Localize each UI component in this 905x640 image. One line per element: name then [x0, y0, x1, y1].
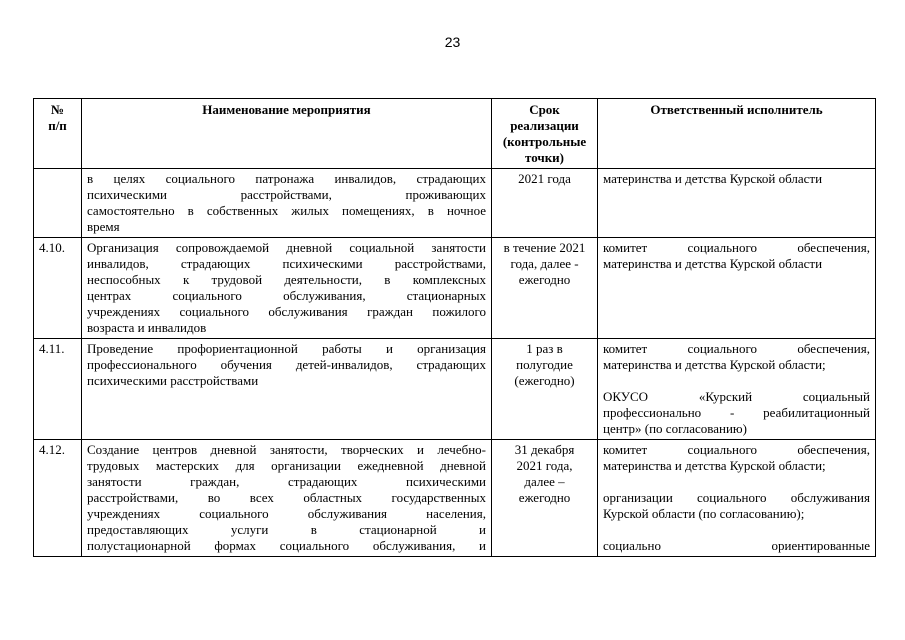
header-responsible: Ответственный исполнитель: [598, 99, 876, 169]
row-responsible: комитет социального обеспечения, материнства и детства Курской области: [598, 238, 876, 339]
row-num: 4.12.: [34, 440, 82, 557]
table-row: [34, 169, 876, 238]
row-num: 4.11.: [34, 339, 82, 440]
row-term: 1 раз в полугодие (ежегодно): [492, 339, 598, 440]
header-num: № п/п: [34, 99, 82, 169]
row-term: 31 декабря 2021 года, далее – ежегодно: [492, 440, 598, 557]
row-responsible: комитет социального обеспечения, материнства и детства Курской области; организации социального обслуживания Курской области (по согласованию); социально ориентированные: [598, 440, 876, 557]
row-num: [34, 169, 82, 238]
row-responsible: комитет социального обеспечения, материнства и детства Курской области; ОКУСО «Курский социальный профессионально - реабилитационный центр» (по согласованию): [598, 339, 876, 440]
row-term: в течение 2021 года, далее - ежегодно: [492, 238, 598, 339]
table-row: [34, 339, 876, 440]
header-name: Наименование мероприятия: [82, 99, 492, 169]
row-name: Организация сопровождаемой дневной социальной занятости инвалидов, страдающих психическими расстройствами, неспособных к трудовой деятельности, в комплексных центрах социального обслуживания, стационарных учреждениях социального обслуживания граждан пожилого возраста и инвалидов: [82, 238, 492, 339]
row-name: Создание центров дневной занятости, творческих и лечебно- трудовых мастерских для организации ежедневной дневной занятости граждан, страдающих психическими расстройствами, во всех областных государственных учреждениях социального обслуживания населения, предоставляющих услуги в стационарной и полустационарной формах социального обслуживания, и: [82, 440, 492, 557]
header-term: Срок реализации (контрольные точки): [492, 99, 598, 169]
measures-table: [33, 98, 876, 557]
table-row: [34, 440, 876, 557]
row-name: Проведение профориентационной работы и организация профессионального обучения детей-инвалидов, страдающих психическими расстройствами: [82, 339, 492, 440]
row-responsible: материнства и детства Курской области: [598, 169, 876, 238]
table-header-row: [34, 99, 876, 169]
table-row: [34, 238, 876, 339]
page-number: 23: [444, 34, 461, 50]
row-term: 2021 года: [492, 169, 598, 238]
row-name: в целях социального патронажа инвалидов, страдающих психическими расстройствами, проживающих самостоятельно в собственных жилых помещениях, в ночное время: [82, 169, 492, 238]
row-num: 4.10.: [34, 238, 82, 339]
